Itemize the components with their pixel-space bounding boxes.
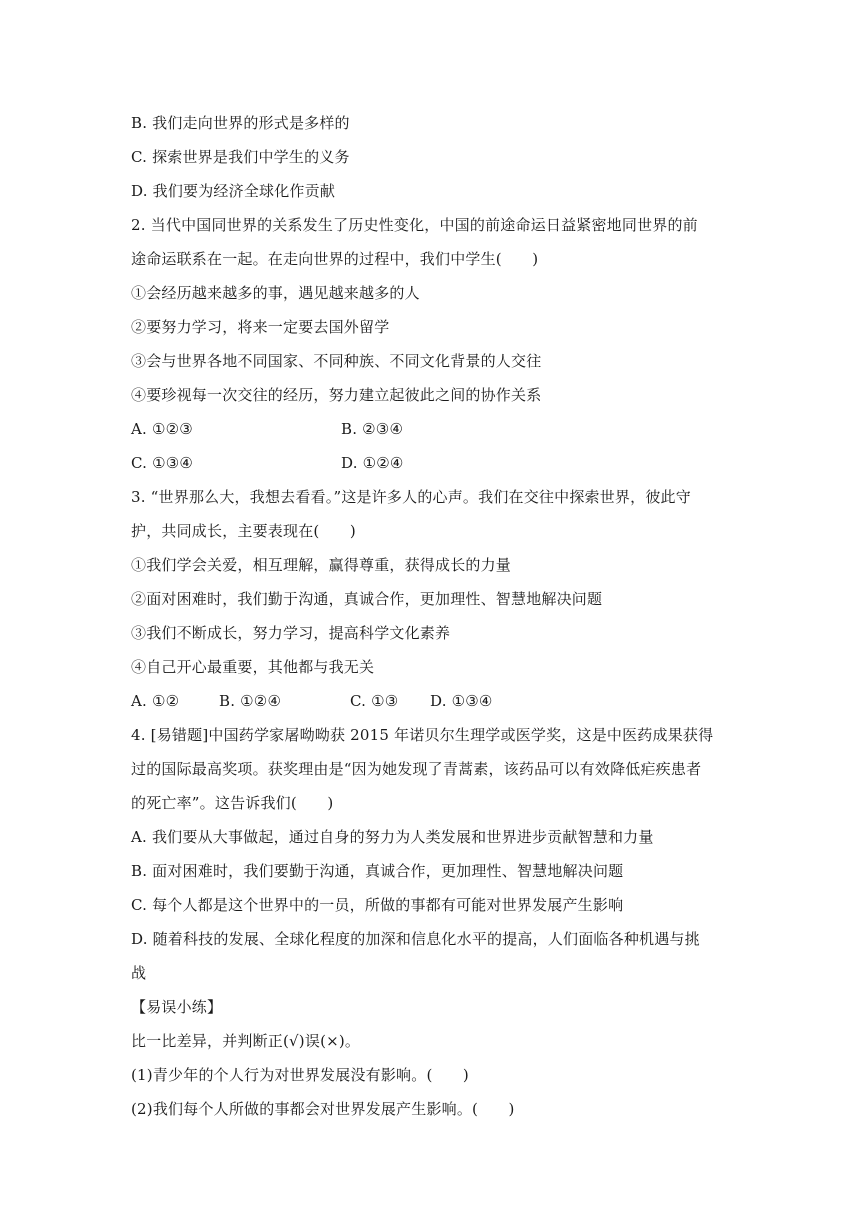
q2-stem-line-2: 途命运联系在一起。在走向世界的过程中，我们中学生( ): [131, 250, 539, 268]
q4-stem-line-1: 4. [易错题]中国药学家屠呦呦获 2015 年诺贝尔生理学或医学奖，这是中医药成果获得: [131, 726, 714, 744]
q3-statement-1: ①我们学会关爱，相互理解，赢得尊重，获得成长的力量: [131, 556, 512, 574]
q4-option-b: B. 面对困难时，我们要勤于沟通，真诚合作，更加理性、智慧地解决问题: [131, 862, 624, 880]
q4-stem-line-3: 的死亡率”。这告诉我们( ): [131, 794, 334, 812]
q2-stem-line-1: 2. 当代中国同世界的关系发生了历史性变化，中国的前途命运日益紧密地同世界的前: [131, 216, 698, 234]
q4-option-d-line-1: D. 随着科技的发展、全球化程度的加深和信息化水平的提高，人们面临各种机遇与挑: [131, 930, 700, 948]
q3-option-c: C. ①③: [350, 692, 399, 710]
q3-stem-line-1: 3. “世界那么大，我想去看看。”这是许多人的心声。我们在交往中探索世界，彼此守: [131, 488, 691, 506]
q3-option-d: D. ①③④: [430, 692, 493, 710]
document-page: [131, 106, 751, 1126]
q3-option-a: A. ①②: [131, 692, 180, 710]
q2-option-b: B. ②③④: [341, 420, 404, 438]
section-heading: 【易误小练】: [131, 998, 223, 1016]
q3-statement-3: ③我们不断成长，努力学习，提高科学文化素养: [131, 624, 451, 642]
q1-option-b: B. 我们走向世界的形式是多样的: [131, 114, 350, 132]
q3-option-b: B. ①②④: [219, 692, 282, 710]
q2-option-c: C. ①③④: [131, 454, 194, 472]
q2-statement-4: ④要珍视每一次交往的经历，努力建立起彼此之间的协作关系: [131, 386, 542, 404]
q4-option-a: A. 我们要从大事做起，通过自身的努力为人类发展和世界进步贡献智慧和力量: [131, 828, 654, 846]
q3-statement-4: ④自己开心最重要，其他都与我无关: [131, 658, 375, 676]
practice-item-1: (1)青少年的个人行为对世界发展没有影响。( ): [131, 1066, 469, 1084]
q4-option-d-line-2: 战: [131, 964, 147, 982]
q2-statement-1: ①会经历越来越多的事，遇见越来越多的人: [131, 284, 420, 302]
q3-stem-line-2: 护，共同成长，主要表现在( ): [131, 522, 356, 540]
q2-options-row-2: [131, 446, 751, 480]
practice-item-2: (2)我们每个人所做的事都会对世界发展产生影响。( ): [131, 1100, 515, 1118]
q2-statement-2: ②要努力学习，将来一定要去国外留学: [131, 318, 390, 336]
practice-instruction: 比一比差异，并判断正(√)误(×)。: [131, 1032, 361, 1050]
q1-option-c: C. 探索世界是我们中学生的义务: [131, 148, 350, 166]
q4-stem-line-2: 过的国际最高奖项。获奖理由是“因为她发现了青蒿素，该药品可以有效降低疟疾患者: [131, 760, 702, 778]
q1-option-d: D. 我们要为经济全球化作贡献: [131, 182, 336, 200]
q2-options-row-1: [131, 412, 751, 446]
q2-statement-3: ③会与世界各地不同国家、不同种族、不同文化背景的人交往: [131, 352, 542, 370]
q2-option-d: D. ①②④: [341, 454, 404, 472]
q3-statement-2: ②面对困难时，我们勤于沟通，真诚合作，更加理性、智慧地解决问题: [131, 590, 603, 608]
q3-options-row: [131, 684, 751, 718]
q4-option-c: C. 每个人都是这个世界中的一员，所做的事都有可能对世界发展产生影响: [131, 896, 624, 914]
q2-option-a: A. ①②③: [131, 420, 193, 438]
